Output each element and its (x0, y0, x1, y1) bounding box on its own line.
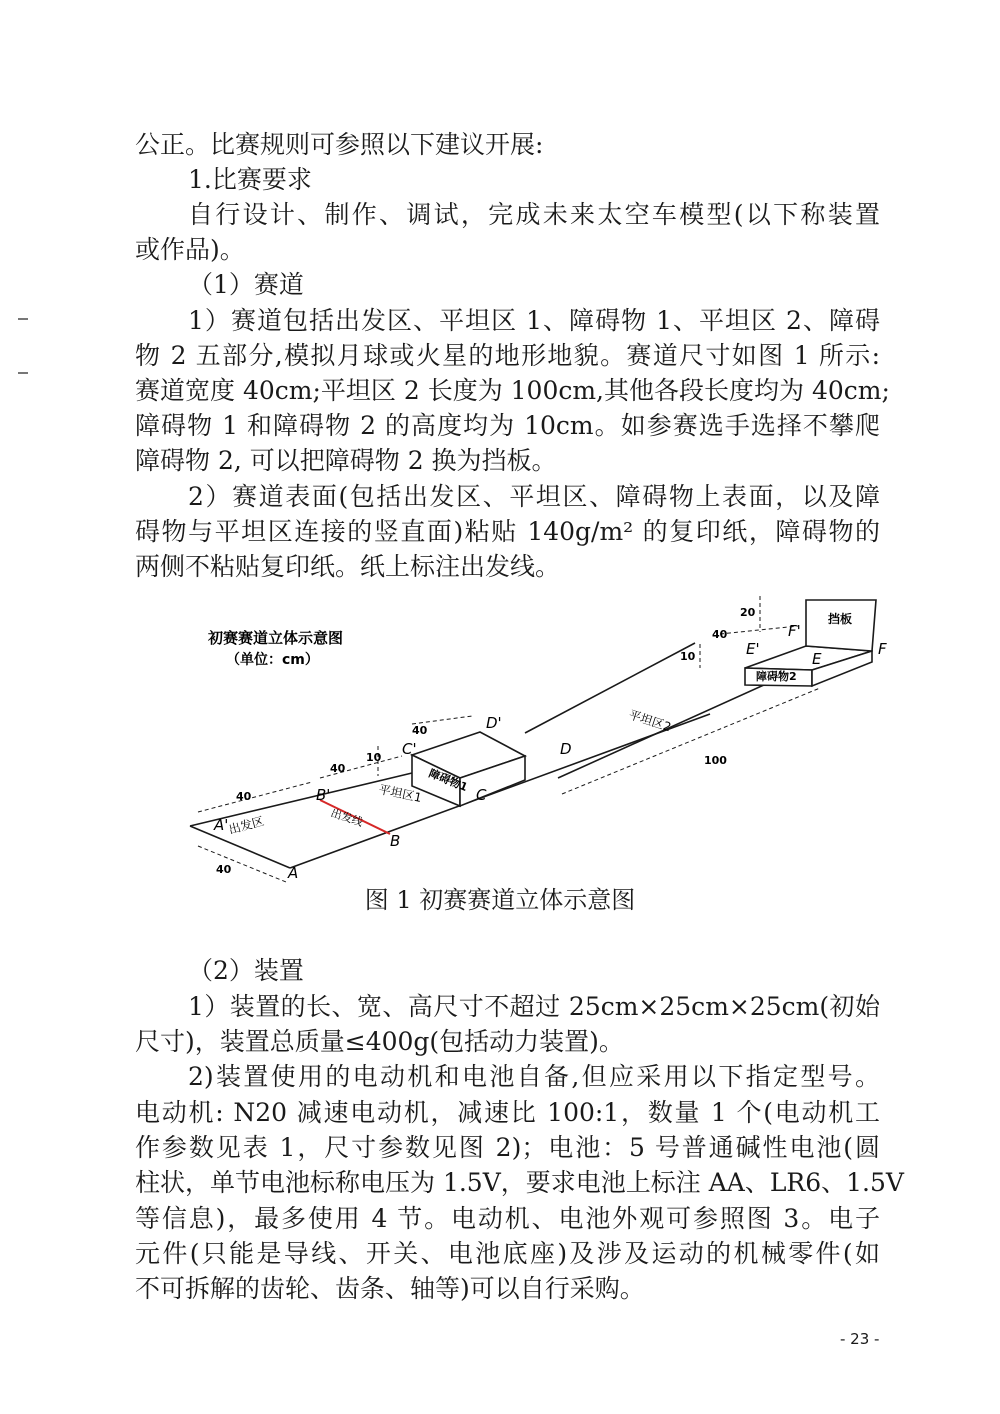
subsection-heading: （1）赛道 (188, 270, 304, 299)
text-line: 自行设计、制作、调试，完成未来太空车模型(以下称装置 (188, 200, 880, 229)
dim-width: 40 (216, 863, 232, 876)
track-diagram (180, 588, 900, 893)
margin-mark (18, 318, 28, 320)
dim-obstacle1-len: 40 (412, 724, 428, 737)
point-c: C (476, 786, 487, 804)
dim-line-obs2-len (720, 626, 798, 634)
dim-line-obs1-len (412, 716, 472, 724)
point-e-prime: E' (746, 640, 760, 658)
text-line: 尺寸)，装置总质量≤400g(包括动力装置)。 (135, 1027, 624, 1056)
text-line: 障碍物 1 和障碍物 2 的高度均为 10cm。如参赛选手选择不攀爬 (135, 411, 880, 440)
point-b-prime: B' (316, 786, 331, 804)
dim-baffle-height: 20 (740, 606, 756, 619)
point-f: F (878, 640, 887, 658)
point-d: D (560, 740, 572, 758)
text-line: 物 2 五部分,模拟月球或火星的地形地貌。赛道尺寸如图 1 所示: (135, 341, 880, 370)
figure-caption: 图 1 初赛赛道立体示意图 (364, 886, 636, 914)
zone-start-line: 出发线 (329, 806, 365, 830)
point-a-prime: A' (214, 816, 229, 834)
figure-unit: （单位：cm） (226, 652, 319, 668)
dim-line-start-len (198, 782, 312, 812)
text-line: 1）装置的长、宽、高尺寸不超过 25cm×25cm×25cm(初始 (188, 992, 880, 1021)
page-number: - 23 - (840, 1330, 880, 1348)
text-line: 电动机: N20 减速电动机，减速比 100:1，数量 1 个(电动机工 (135, 1098, 880, 1127)
text-line: 碍物与平坦区连接的竖直面)粘贴 140g/m² 的复印纸，障碍物的 (135, 517, 880, 546)
zone-flat2: 平坦区2 (627, 707, 673, 735)
point-c-prime: C' (402, 740, 417, 758)
text-line: 2)装置使用的电动机和电池自备,但应采用以下指定型号。 (188, 1062, 880, 1091)
text-line: 1）赛道包括出发区、平坦区 1、障碍物 1、平坦区 2、障碍 (188, 306, 880, 335)
text-line: 2）赛道表面(包括出发区、平坦区、障碍物上表面，以及障 (188, 482, 880, 511)
zone-obstacle2: 障碍物2 (756, 670, 797, 683)
text-line: 公正。比赛规则可参照以下建议开展: (135, 130, 544, 159)
dim-flat2-len: 100 (704, 754, 727, 767)
dim-start-len: 40 (236, 790, 252, 803)
text-line: 或作品)。 (135, 235, 245, 264)
zone-obstacle1: 障碍物1 (426, 766, 470, 795)
dim-obstacle1-height: 10 (366, 751, 382, 764)
obstacle1-side (460, 756, 525, 806)
zone-flat1: 平坦区1 (377, 782, 423, 806)
text-line: 两侧不粘贴复印纸。纸上标注出发线。 (135, 552, 561, 581)
text-line: 等信息)，最多使用 4 节。电动机、电池外观可参照图 3。电子 (135, 1204, 880, 1233)
figure-title: 初赛赛道立体示意图 (208, 629, 344, 647)
text-line: 作参数见表 1，尺寸参数见图 2)；电池：5 号普通碱性电池(圆 (135, 1133, 880, 1162)
point-b: B (390, 832, 401, 850)
dim-obstacle2-height: 10 (680, 650, 696, 663)
dim-line-flat2-len (562, 688, 820, 794)
margin-mark (18, 372, 28, 374)
dim-line-width (198, 846, 286, 882)
subsection-heading: （2）装置 (188, 956, 304, 985)
text-line: 障碍物 2, 可以把障碍物 2 换为挡板。 (135, 446, 557, 475)
zone-start: 出发区 (227, 814, 266, 837)
dim-flat1-len: 40 (330, 762, 346, 775)
point-f-prime: F' (788, 622, 801, 640)
zone-baffle: 挡板 (828, 612, 853, 626)
text-line: 不可拆解的齿轮、齿条、轴等)可以自行采购。 (135, 1274, 645, 1303)
text-line: 柱状，单节电池标称电压为 1.5V，要求电池上标注 AA、LR6、1.5V (135, 1168, 904, 1197)
dim-obstacle2-len: 40 (712, 628, 728, 641)
point-a: A (288, 864, 299, 882)
point-e: E (812, 650, 822, 668)
point-d-prime: D' (486, 714, 502, 732)
text-line: 赛道宽度 40cm;平坦区 2 长度为 100cm,其他各段长度均为 40cm; (135, 376, 890, 405)
section-heading: 1.比赛要求 (188, 165, 312, 194)
text-line: 元件(只能是导线、开关、电池底座)及涉及运动的机械零件(如 (135, 1239, 880, 1268)
